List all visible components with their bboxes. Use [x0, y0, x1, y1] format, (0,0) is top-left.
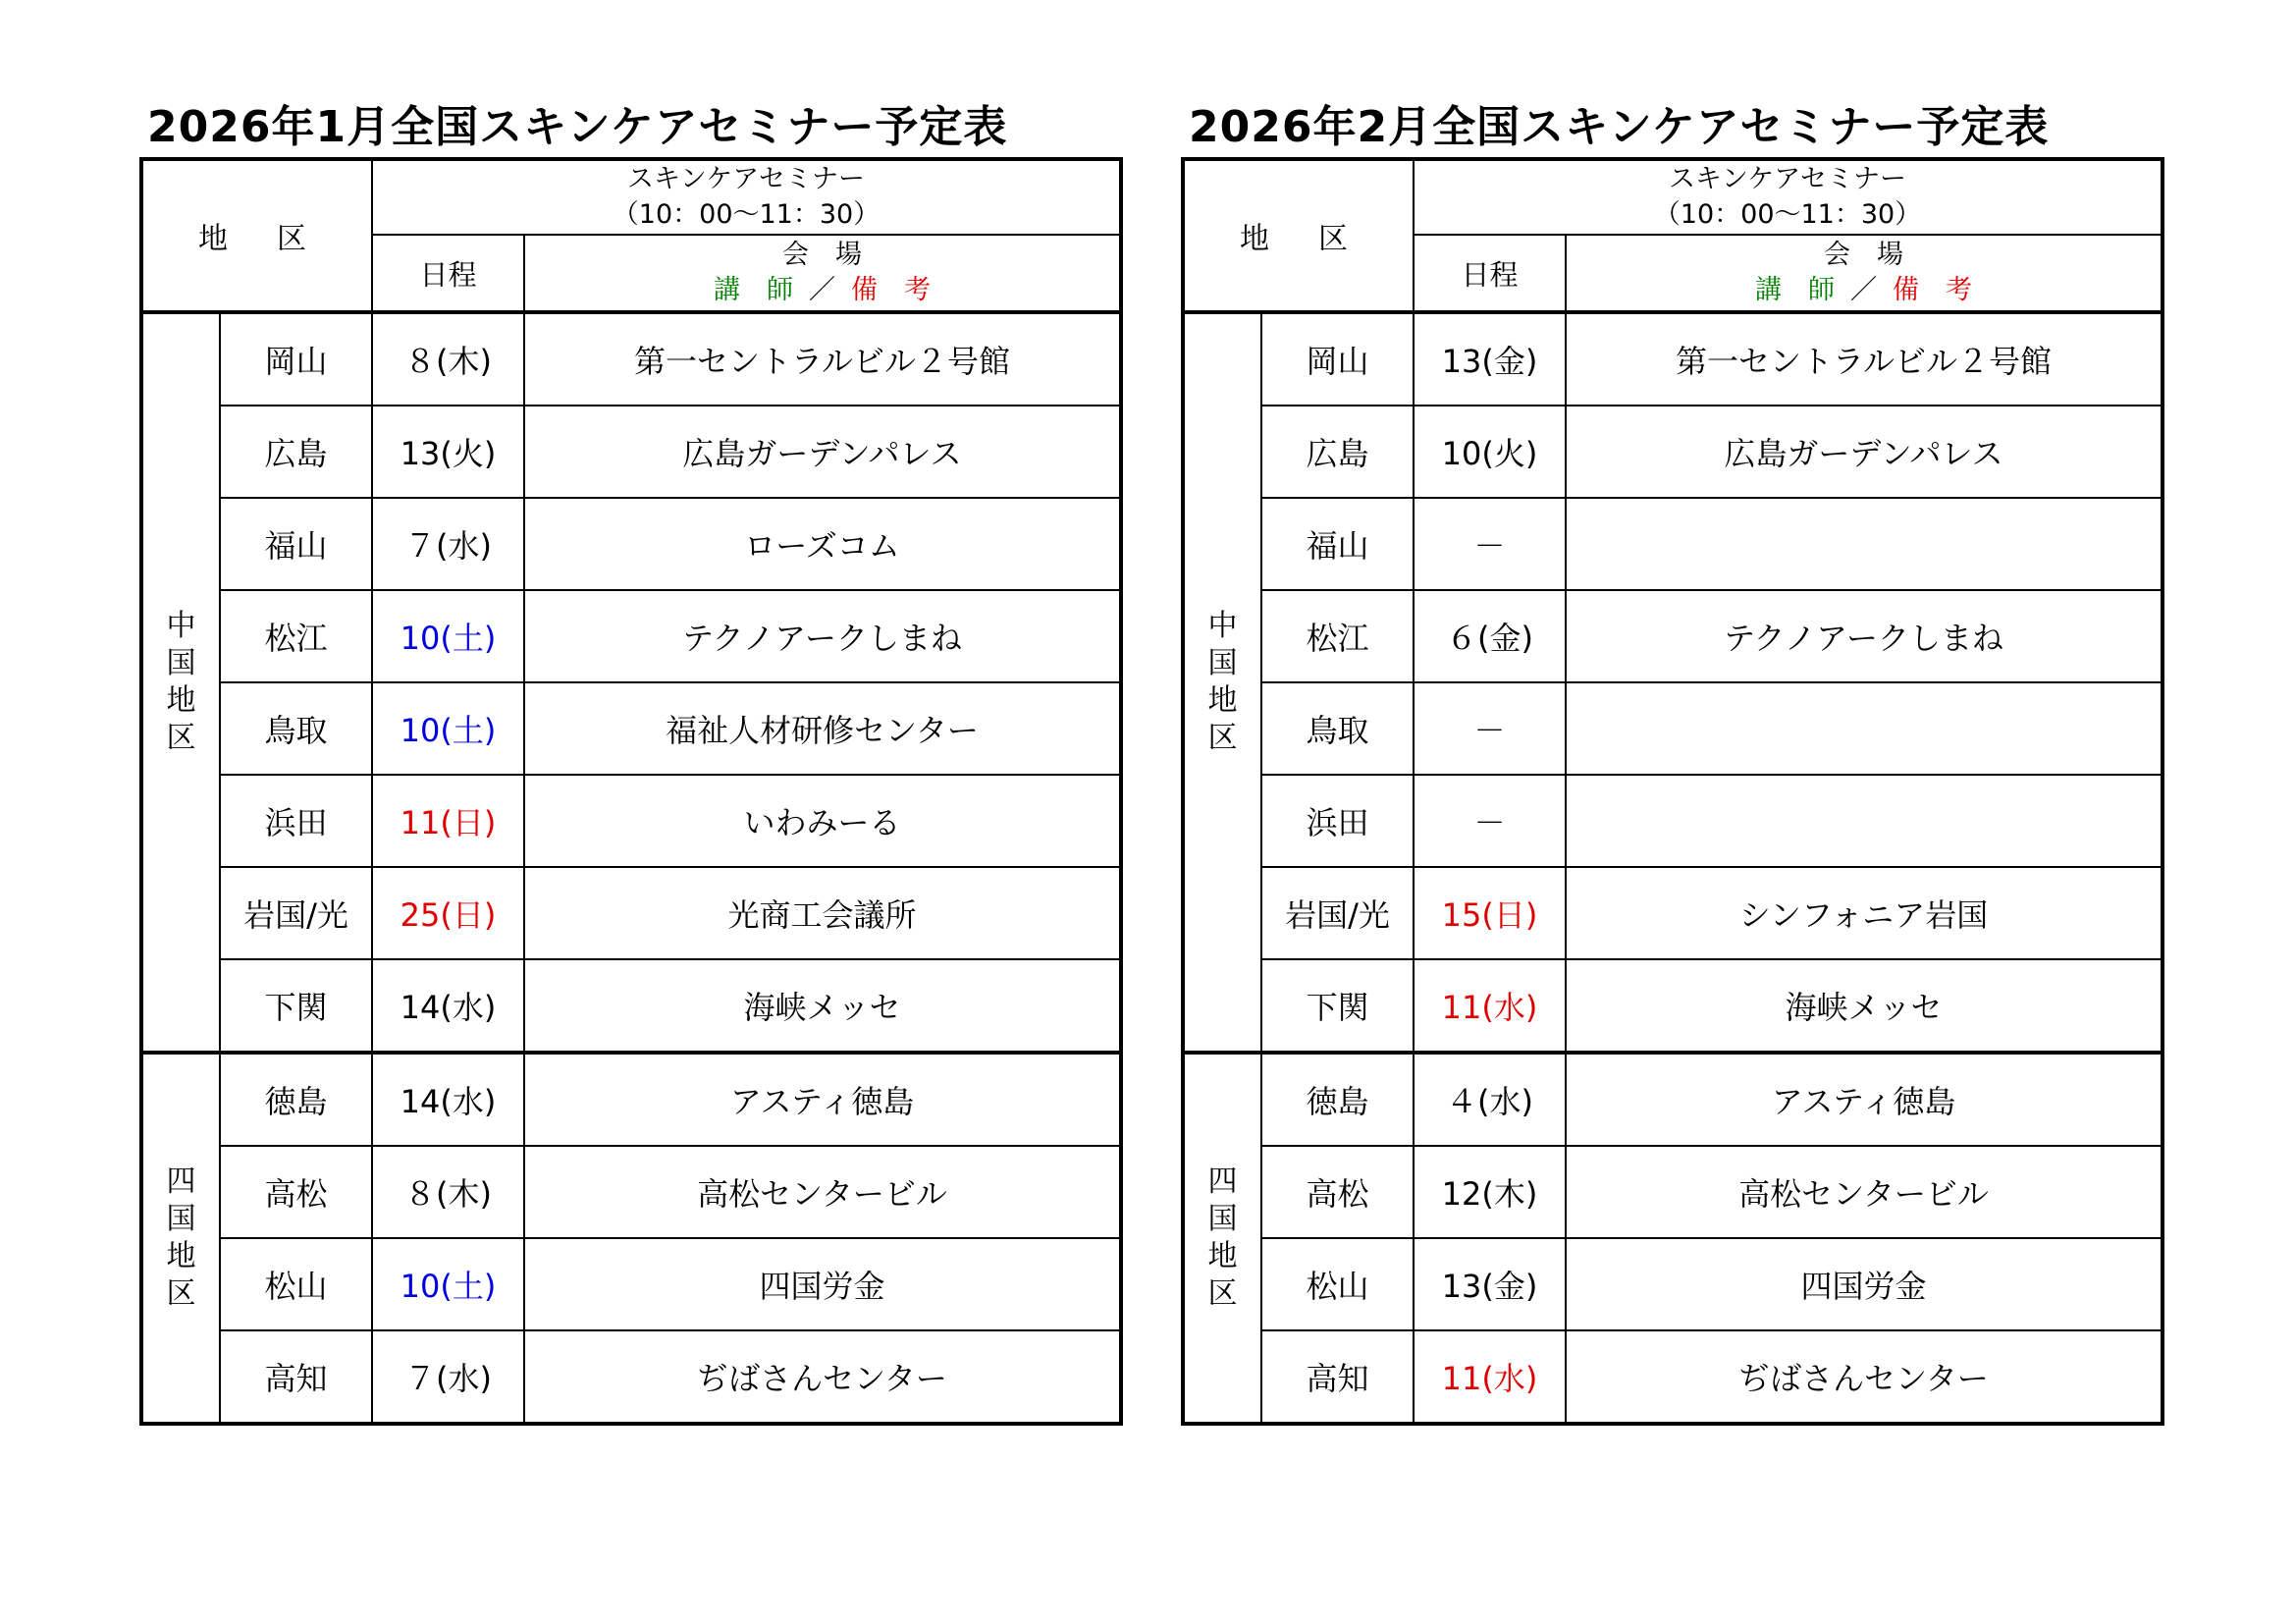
lecturer-label: 講 師 [1755, 275, 1835, 305]
venue-cell [1566, 498, 2163, 590]
table-row [1183, 1146, 2163, 1238]
date-cell: ６(金) [1414, 590, 1566, 682]
region-char: 地 [166, 1239, 196, 1273]
schedule-table [1181, 157, 2164, 1426]
venue-cell [1566, 775, 2163, 867]
table-row [141, 775, 1121, 867]
region-char: 国 [1207, 646, 1238, 680]
table-row [1183, 406, 2163, 498]
city-cell: 高松 [220, 1146, 372, 1238]
venue-cell: ぢばさんセンター [1566, 1330, 2163, 1424]
table-row [141, 867, 1121, 959]
february-schedule [1181, 98, 2161, 1426]
venue-cell: 福祉人材研修センター [524, 682, 1121, 775]
venue-cell: ぢばさんセンター [524, 1330, 1121, 1424]
city-cell: 広島 [220, 406, 372, 498]
date-cell: 13(金) [1414, 1238, 1566, 1330]
venue-cell: 海峡メッセ [524, 959, 1121, 1053]
schedule-title: 2026年2月全国スキンケアセミナー予定表 [1189, 102, 2050, 152]
region-char: 区 [1207, 721, 1238, 755]
city-cell: 浜田 [220, 775, 372, 867]
venue-cell: 海峡メッセ [1566, 959, 2163, 1053]
date-cell: 11(水) [1414, 1330, 1566, 1424]
header-row [1183, 159, 2163, 235]
city-cell: 高知 [1261, 1330, 1414, 1424]
table-row [141, 498, 1121, 590]
region-chugoku [1183, 312, 1261, 1053]
date-cell: 11(日) [372, 775, 524, 867]
date-cell: 14(水) [372, 1053, 524, 1146]
city-cell: 鳥取 [220, 682, 372, 775]
venue-cell [1566, 682, 2163, 775]
venue-cell: 広島ガーデンパレス [524, 406, 1121, 498]
venue-cell: 光商工会議所 [524, 867, 1121, 959]
city-cell: 下関 [220, 959, 372, 1053]
region-char: 四 [1207, 1164, 1238, 1199]
table-row [141, 682, 1121, 775]
table-row [141, 590, 1121, 682]
city-cell: 福山 [1261, 498, 1414, 590]
date-cell: ８(木) [372, 312, 524, 406]
header-row [141, 159, 1121, 235]
table-row [141, 1238, 1121, 1330]
date-cell: 14(水) [372, 959, 524, 1053]
date-cell: 10(土) [372, 1238, 524, 1330]
table-row [1183, 1053, 2163, 1146]
table-row [141, 312, 1121, 406]
city-cell: 高松 [1261, 1146, 1414, 1238]
city-cell: 下関 [1261, 959, 1414, 1053]
city-cell: 岩国/光 [1261, 867, 1414, 959]
date-cell: 13(火) [372, 406, 524, 498]
venue-cell: 広島ガーデンパレス [1566, 406, 2163, 498]
venue-cell: アスティ徳島 [1566, 1053, 2163, 1146]
date-cell: － [1414, 775, 1566, 867]
venue-label: 会 場 [782, 240, 862, 270]
seminar-name: スキンケアセミナー [1669, 164, 1906, 194]
city-cell: 松江 [1261, 590, 1414, 682]
lecturer-label: 講 師 [714, 275, 793, 305]
table-row [1183, 590, 2163, 682]
date-cell: － [1414, 682, 1566, 775]
date-cell: 10(火) [1414, 406, 1566, 498]
venue-cell: ローズコム [524, 498, 1121, 590]
remarks-label: 備 考 [1893, 275, 1972, 305]
venue-cell: 第一セントラルビル２号館 [524, 312, 1121, 406]
region-char: 区 [166, 1276, 196, 1311]
region-shikoku [1183, 1053, 1261, 1424]
venue-cell: シンフォニア岩国 [1566, 867, 2163, 959]
schedule-title: 2026年1月全国スキンケアセミナー予定表 [147, 102, 1008, 152]
date-cell: － [1414, 498, 1566, 590]
date-header: 日程 [372, 235, 524, 312]
area-header: 地 区 [1183, 159, 1414, 312]
table-row [1183, 1238, 2163, 1330]
venue-cell: 四国労金 [524, 1238, 1121, 1330]
date-cell: 25(日) [372, 867, 524, 959]
city-cell: 浜田 [1261, 775, 1414, 867]
venue-cell: 高松センタービル [524, 1146, 1121, 1238]
venue-cell: 第一セントラルビル２号館 [1566, 312, 2163, 406]
city-cell: 松山 [220, 1238, 372, 1330]
city-cell: 岩国/光 [220, 867, 372, 959]
table-row [1183, 867, 2163, 959]
date-cell: 13(金) [1414, 312, 1566, 406]
city-cell: 松山 [1261, 1238, 1414, 1330]
region-char: 中 [166, 609, 196, 643]
table-row [1183, 1330, 2163, 1424]
region-char: 四 [166, 1164, 196, 1199]
table-row [141, 1330, 1121, 1424]
seminar-time: （10：00～11：30） [612, 199, 881, 230]
date-header: 日程 [1414, 235, 1566, 312]
city-cell: 岡山 [220, 312, 372, 406]
table-row [141, 1053, 1121, 1146]
venue-cell: 高松センタービル [1566, 1146, 2163, 1238]
date-cell: ７(水) [372, 498, 524, 590]
region-chugoku [141, 312, 220, 1053]
city-cell: 松江 [220, 590, 372, 682]
venue-label: 会 場 [1824, 240, 1903, 270]
date-cell: 15(日) [1414, 867, 1566, 959]
venue-cell: テクノアークしまね [1566, 590, 2163, 682]
schedule-table [139, 157, 1123, 1426]
lecturer-remarks-label [525, 273, 1119, 308]
table-row [1183, 959, 2163, 1053]
table-row [141, 959, 1121, 1053]
region-char: 区 [166, 721, 196, 755]
venue-cell: 四国労金 [1566, 1238, 2163, 1330]
table-row [141, 406, 1121, 498]
region-char: 中 [1207, 609, 1238, 643]
city-cell: 広島 [1261, 406, 1414, 498]
date-cell: 12(木) [1414, 1146, 1566, 1238]
remarks-label: 備 考 [851, 275, 931, 305]
region-char: 国 [1207, 1202, 1238, 1236]
city-cell: 岡山 [1261, 312, 1414, 406]
area-header: 地 区 [141, 159, 372, 312]
separator-slash: ／ [1850, 275, 1877, 305]
city-cell: 福山 [220, 498, 372, 590]
region-char: 地 [1207, 683, 1238, 718]
date-cell: 10(土) [372, 590, 524, 682]
seminar-header [1414, 159, 2163, 235]
city-cell: 鳥取 [1261, 682, 1414, 775]
region-char: 地 [166, 683, 196, 718]
table-row [1183, 775, 2163, 867]
region-char: 国 [166, 646, 196, 680]
venue-header [524, 235, 1121, 312]
date-cell: 10(土) [372, 682, 524, 775]
city-cell: 高知 [220, 1330, 372, 1424]
region-char: 区 [1207, 1276, 1238, 1311]
lecturer-remarks-label [1567, 273, 2161, 308]
venue-header [1566, 235, 2163, 312]
region-char: 国 [166, 1202, 196, 1236]
seminar-time: （10：00～11：30） [1653, 199, 1922, 230]
date-cell: ４(水) [1414, 1053, 1566, 1146]
city-cell: 徳島 [1261, 1053, 1414, 1146]
seminar-header [372, 159, 1121, 235]
table-row [1183, 682, 2163, 775]
separator-slash: ／ [809, 275, 835, 305]
region-shikoku [141, 1053, 220, 1424]
date-cell: ７(水) [372, 1330, 524, 1424]
region-char: 地 [1207, 1239, 1238, 1273]
venue-cell: アスティ徳島 [524, 1053, 1121, 1146]
venue-cell: テクノアークしまね [524, 590, 1121, 682]
seminar-name: スキンケアセミナー [627, 164, 865, 194]
january-schedule [139, 98, 1119, 1426]
table-row [1183, 498, 2163, 590]
table-row [1183, 312, 2163, 406]
date-cell: 11(水) [1414, 959, 1566, 1053]
venue-cell: いわみーる [524, 775, 1121, 867]
date-cell: ８(木) [372, 1146, 524, 1238]
city-cell: 徳島 [220, 1053, 372, 1146]
table-row [141, 1146, 1121, 1238]
